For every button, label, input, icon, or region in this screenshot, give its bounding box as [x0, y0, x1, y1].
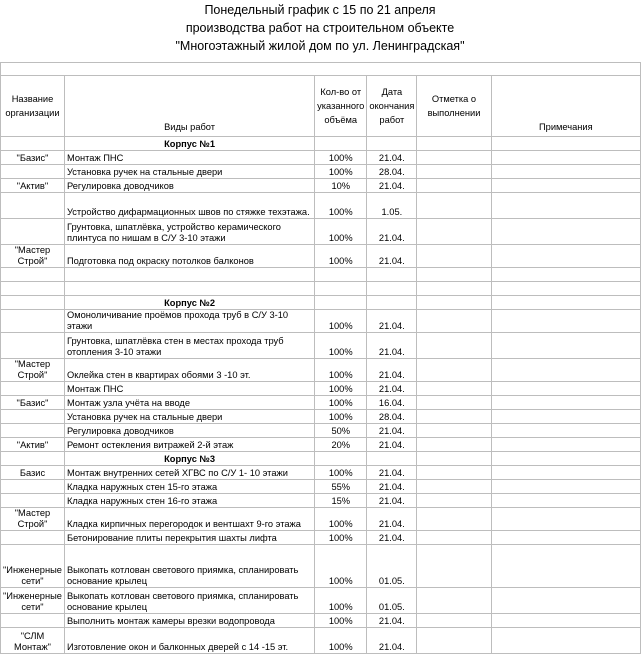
org-cell	[1, 296, 65, 310]
notes-cell	[491, 310, 640, 333]
done-mark-cell	[417, 466, 491, 480]
section-row	[1, 296, 641, 310]
volume-cell	[315, 296, 367, 310]
date-cell: 16.04.	[367, 396, 417, 410]
org-cell	[1, 137, 65, 151]
table-row	[1, 396, 641, 410]
org-cell	[1, 614, 65, 628]
date-cell: 28.04.	[367, 165, 417, 179]
notes-cell	[491, 179, 640, 193]
org-cell: "СЛМ Монтаж"	[1, 628, 65, 654]
volume-cell: 100%	[315, 531, 367, 545]
volume-cell: 100%	[315, 588, 367, 614]
header-end-date: Дата окончания работ	[367, 76, 417, 137]
table-row	[1, 531, 641, 545]
work-cell: Изготовление окон и балконных дверей с 14 -15 эт.	[64, 628, 314, 654]
date-cell	[367, 296, 417, 310]
volume-cell: 55%	[315, 480, 367, 494]
volume-cell: 20%	[315, 438, 367, 452]
header-volume: Кол-во от указанного объёма	[315, 76, 367, 137]
notes-cell	[491, 424, 640, 438]
done-mark-cell	[417, 296, 491, 310]
volume-cell: 100%	[315, 151, 367, 165]
notes-cell	[491, 614, 640, 628]
date-cell: 21.04.	[367, 480, 417, 494]
work-cell: Монтаж ПНС	[64, 382, 314, 396]
notes-cell	[491, 151, 640, 165]
date-cell: 21.04.	[367, 424, 417, 438]
org-cell	[1, 165, 65, 179]
header-notes: Примечания	[491, 76, 640, 137]
blank-row	[1, 282, 641, 296]
volume-cell: 100%	[315, 382, 367, 396]
notes-cell	[491, 296, 640, 310]
done-mark-cell	[417, 452, 491, 466]
notes-cell	[491, 588, 640, 614]
done-mark-cell	[417, 410, 491, 424]
done-mark-cell	[417, 628, 491, 654]
table-row	[1, 359, 641, 382]
blank-row	[1, 268, 641, 282]
volume-cell: 100%	[315, 245, 367, 268]
done-mark-cell	[417, 137, 491, 151]
org-cell	[1, 382, 65, 396]
done-mark-cell	[417, 245, 491, 268]
org-cell	[1, 452, 65, 466]
notes-cell	[491, 219, 640, 245]
date-cell	[367, 268, 417, 282]
table-row	[1, 480, 641, 494]
table-row	[1, 193, 641, 219]
date-cell: 21.04.	[367, 438, 417, 452]
volume-cell: 100%	[315, 165, 367, 179]
notes-cell	[491, 137, 640, 151]
table-row	[1, 333, 641, 359]
notes-cell	[491, 452, 640, 466]
org-cell	[1, 219, 65, 245]
table-row	[1, 245, 641, 268]
org-cell: Базис	[1, 466, 65, 480]
work-cell: Кладка наружных стен 15-го этажа	[64, 480, 314, 494]
done-mark-cell	[417, 531, 491, 545]
notes-cell	[491, 268, 640, 282]
org-cell	[1, 410, 65, 424]
work-cell: Оклейка стен в квартирах обоями 3 -10 эт.	[64, 359, 314, 382]
work-cell: Омоноличивание проёмов прохода труб в С/У 3-10 этажи	[64, 310, 314, 333]
done-mark-cell	[417, 193, 491, 219]
table-row	[1, 508, 641, 531]
notes-cell	[491, 359, 640, 382]
volume-cell: 100%	[315, 359, 367, 382]
volume-cell: 100%	[315, 310, 367, 333]
work-cell: Регулировка доводчиков	[64, 179, 314, 193]
section-row	[1, 137, 641, 151]
table-row	[1, 219, 641, 245]
org-cell	[1, 480, 65, 494]
date-cell: 21.04.	[367, 382, 417, 396]
date-cell: 1.05.	[367, 193, 417, 219]
done-mark-cell	[417, 545, 491, 588]
org-cell: "Инженерные сети"	[1, 588, 65, 614]
org-cell	[1, 531, 65, 545]
date-cell: 21.04.	[367, 333, 417, 359]
work-cell: Бетонирование плиты перекрытия шахты лифта	[64, 531, 314, 545]
notes-cell	[491, 382, 640, 396]
notes-cell	[491, 480, 640, 494]
volume-cell: 50%	[315, 424, 367, 438]
date-cell: 21.04.	[367, 531, 417, 545]
volume-cell: 100%	[315, 628, 367, 654]
done-mark-cell	[417, 396, 491, 410]
date-cell: 28.04.	[367, 410, 417, 424]
done-mark-cell	[417, 310, 491, 333]
org-cell	[1, 282, 65, 296]
org-cell	[1, 310, 65, 333]
org-cell	[1, 268, 65, 282]
date-cell: 21.04.	[367, 508, 417, 531]
work-cell: Корпус №2	[64, 296, 314, 310]
org-cell	[1, 424, 65, 438]
volume-cell	[315, 268, 367, 282]
date-cell	[367, 137, 417, 151]
work-cell: Выполнить монтаж камеры врезки водопровода	[64, 614, 314, 628]
title-line-2: производства работ на строительном объекте	[185, 21, 455, 35]
date-cell: 21.04.	[367, 466, 417, 480]
header-org: Название организации	[1, 76, 65, 137]
date-cell: 21.04.	[367, 179, 417, 193]
org-cell: "Мастер Строй"	[1, 508, 65, 531]
notes-cell	[491, 410, 640, 424]
work-cell: Установка ручек на стальные двери	[64, 410, 314, 424]
date-cell	[367, 282, 417, 296]
org-cell: "Мастер Строй"	[1, 359, 65, 382]
notes-cell	[491, 628, 640, 654]
done-mark-cell	[417, 480, 491, 494]
schedule-table	[0, 62, 641, 654]
volume-cell	[315, 282, 367, 296]
done-mark-cell	[417, 588, 491, 614]
volume-cell: 15%	[315, 494, 367, 508]
work-cell	[64, 282, 314, 296]
date-cell: 01.05.	[367, 545, 417, 588]
work-cell: Монтаж узла учёта на вводе	[64, 396, 314, 410]
work-cell	[64, 268, 314, 282]
notes-cell	[491, 438, 640, 452]
work-cell: Корпус №1	[64, 137, 314, 151]
volume-cell: 100%	[315, 508, 367, 531]
org-cell: "Актив"	[1, 438, 65, 452]
table-row	[1, 494, 641, 508]
done-mark-cell	[417, 438, 491, 452]
header-row	[1, 76, 641, 137]
done-mark-cell	[417, 282, 491, 296]
work-cell: Грунтовка, шпатлёвка стен в местах прохода труб отопления 3-10 этажи	[64, 333, 314, 359]
org-cell	[1, 333, 65, 359]
org-cell	[1, 193, 65, 219]
done-mark-cell	[417, 424, 491, 438]
table-row	[1, 466, 641, 480]
volume-cell	[315, 452, 367, 466]
date-cell: 01.05.	[367, 588, 417, 614]
notes-cell	[491, 282, 640, 296]
volume-cell	[315, 137, 367, 151]
work-cell: Грунтовка, шпатлёвка, устройство керамического плинтуса по нишам в С/У 3-10 этажи	[64, 219, 314, 245]
volume-cell: 100%	[315, 396, 367, 410]
work-cell: Монтаж внутренних сетей ХГВС по С/У 1- 10 этажи	[64, 466, 314, 480]
done-mark-cell	[417, 333, 491, 359]
table-body	[1, 137, 641, 654]
work-cell: Ремонт остекления витражей 2-й этаж	[64, 438, 314, 452]
table-row	[1, 438, 641, 452]
work-cell: Регулировка доводчиков	[64, 424, 314, 438]
done-mark-cell	[417, 219, 491, 245]
table-row	[1, 310, 641, 333]
date-cell: 21.04.	[367, 151, 417, 165]
table-row	[1, 179, 641, 193]
work-cell: Установка ручек на стальные двери	[64, 165, 314, 179]
done-mark-cell	[417, 151, 491, 165]
notes-cell	[491, 466, 640, 480]
volume-cell: 100%	[315, 545, 367, 588]
table-row	[1, 545, 641, 588]
table-row	[1, 614, 641, 628]
work-cell: Кладка кирпичных перегородок и вентшахт 9-го этажа	[64, 508, 314, 531]
done-mark-cell	[417, 179, 491, 193]
table-row	[1, 165, 641, 179]
table-row	[1, 382, 641, 396]
volume-cell: 100%	[315, 466, 367, 480]
org-cell: "Базис"	[1, 396, 65, 410]
volume-cell: 100%	[315, 333, 367, 359]
org-cell: "Мастер Строй"	[1, 245, 65, 268]
table-row	[1, 151, 641, 165]
done-mark-cell	[417, 508, 491, 531]
work-cell: Выкопать котлован светового приямка, спланировать основание крылец	[64, 588, 314, 614]
done-mark-cell	[417, 359, 491, 382]
volume-cell: 100%	[315, 193, 367, 219]
volume-cell: 10%	[315, 179, 367, 193]
notes-cell	[491, 494, 640, 508]
date-cell: 21.04.	[367, 628, 417, 654]
done-mark-cell	[417, 494, 491, 508]
volume-cell: 100%	[315, 219, 367, 245]
table-row	[1, 424, 641, 438]
date-cell	[367, 452, 417, 466]
notes-cell	[491, 165, 640, 179]
work-cell: Корпус №3	[64, 452, 314, 466]
section-row	[1, 452, 641, 466]
notes-cell	[491, 508, 640, 531]
title-line-3: "Многоэтажный жилой дом по ул. Ленинградская"	[175, 39, 465, 53]
notes-cell	[491, 545, 640, 588]
header-work: Виды работ	[64, 76, 314, 137]
done-mark-cell	[417, 382, 491, 396]
table-row	[1, 628, 641, 654]
date-cell: 21.04.	[367, 494, 417, 508]
date-cell: 21.04.	[367, 359, 417, 382]
work-cell: Кладка наружных стен 16-го этажа	[64, 494, 314, 508]
org-cell: "Актив"	[1, 179, 65, 193]
date-cell: 21.04.	[367, 219, 417, 245]
date-cell: 21.04.	[367, 310, 417, 333]
notes-cell	[491, 245, 640, 268]
volume-cell: 100%	[315, 410, 367, 424]
table-row	[1, 588, 641, 614]
notes-cell	[491, 193, 640, 219]
notes-cell	[491, 531, 640, 545]
org-cell: "Базис"	[1, 151, 65, 165]
header-done-mark: Отметка о выполнении	[417, 76, 491, 137]
work-cell: Монтаж ПНС	[64, 151, 314, 165]
volume-cell: 100%	[315, 614, 367, 628]
done-mark-cell	[417, 268, 491, 282]
org-cell: "Инженерные сети"	[1, 545, 65, 588]
done-mark-cell	[417, 165, 491, 179]
notes-cell	[491, 333, 640, 359]
notes-cell	[491, 396, 640, 410]
date-cell: 21.04.	[367, 614, 417, 628]
work-cell: Устройство дифармационных швов по стяжке техэтажа.	[64, 193, 314, 219]
title-line-1: Понедельный график с 15 по 21 апреля	[204, 3, 436, 17]
work-cell: Подготовка под окраску потолков балконов	[64, 245, 314, 268]
done-mark-cell	[417, 614, 491, 628]
table-row	[1, 410, 641, 424]
date-cell: 21.04.	[367, 245, 417, 268]
org-cell	[1, 494, 65, 508]
work-cell: Выкопать котлован светового приямка, спланировать основание крылец	[64, 545, 314, 588]
